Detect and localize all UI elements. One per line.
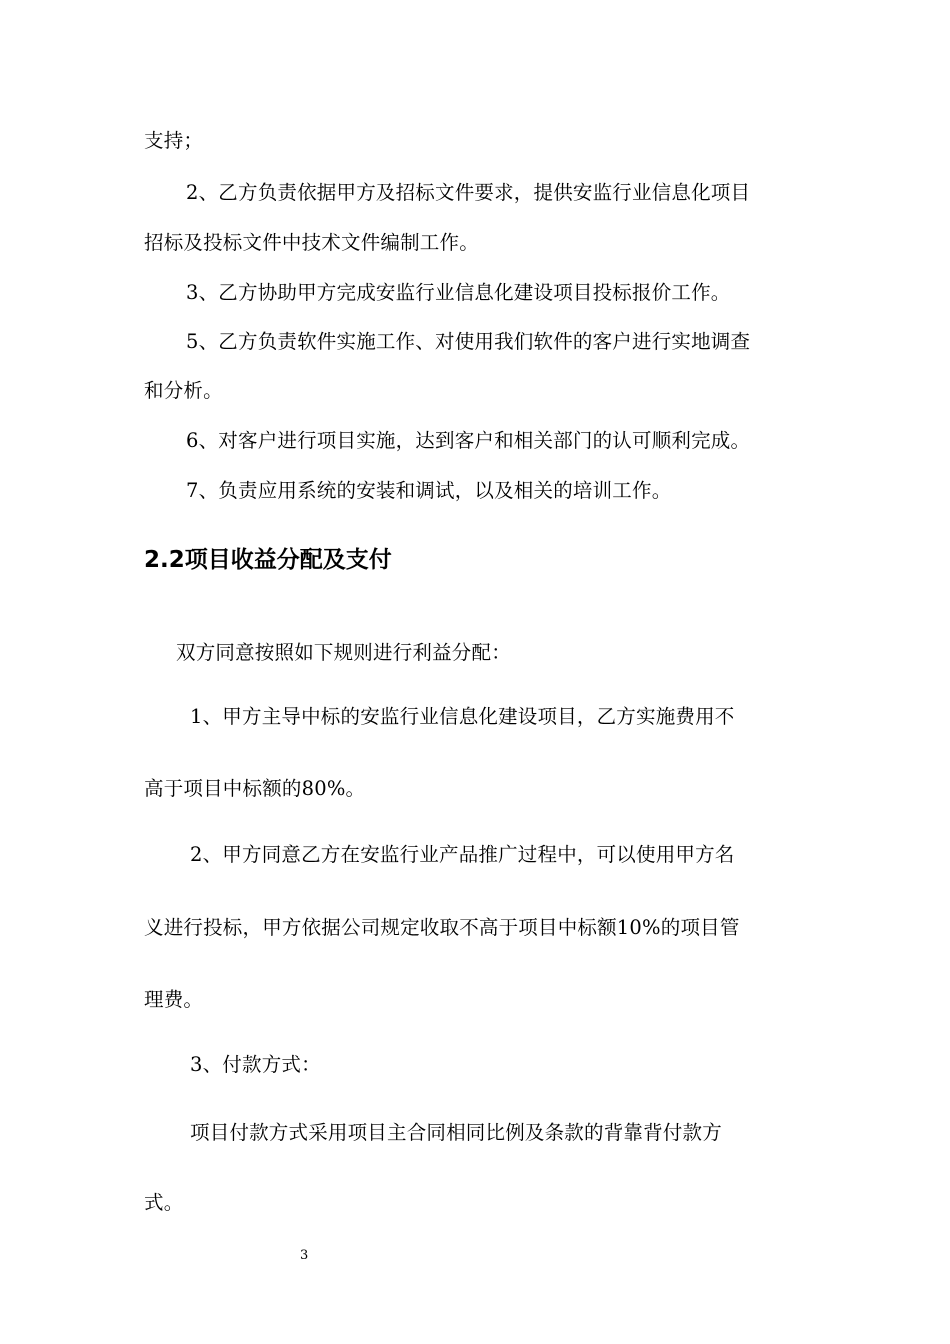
paragraph-line: 项目付款方式采用项目主合同相同比例及条款的背靠背付款方	[190, 1121, 722, 1144]
paragraph-line: 义进行投标，甲方依据公司规定收取不高于项目中标额10%的项目管	[144, 916, 740, 939]
paragraph-line: 6、对客户进行项目实施，达到客户和相关部门的认可顺利完成。	[186, 429, 751, 452]
paragraph-line: 双方同意按照如下规则进行利益分配：	[176, 641, 511, 664]
paragraph-line: 5、乙方负责软件实施工作、对使用我们软件的客户进行实地调查	[186, 330, 751, 353]
paragraph-line: 招标及投标文件中技术文件编制工作。	[144, 231, 479, 254]
paragraph-line: 式。	[144, 1191, 184, 1214]
paragraph-line: 3、付款方式：	[190, 1053, 321, 1076]
paragraph-line: 3、乙方协助甲方完成安监行业信息化建设项目投标报价工作。	[186, 281, 731, 304]
paragraph-line: 支持；	[144, 129, 204, 152]
section-heading: 2.2项目收益分配及支付	[144, 547, 392, 573]
paragraph-line: 2、甲方同意乙方在安监行业产品推广过程中，可以使用甲方名	[190, 843, 735, 866]
page-number: 3	[300, 1248, 309, 1263]
paragraph-line: 2、乙方负责依据甲方及招标文件要求，提供安监行业信息化项目	[186, 181, 751, 204]
paragraph-line: 高于项目中标额的80%。	[144, 777, 366, 800]
paragraph-line: 7、负责应用系统的安装和调试，以及相关的培训工作。	[186, 479, 672, 502]
paragraph-line: 理费。	[144, 988, 204, 1011]
paragraph-line: 1、甲方主导中标的安监行业信息化建设项目，乙方实施费用不	[190, 705, 735, 728]
paragraph-line: 和分析。	[144, 379, 223, 402]
